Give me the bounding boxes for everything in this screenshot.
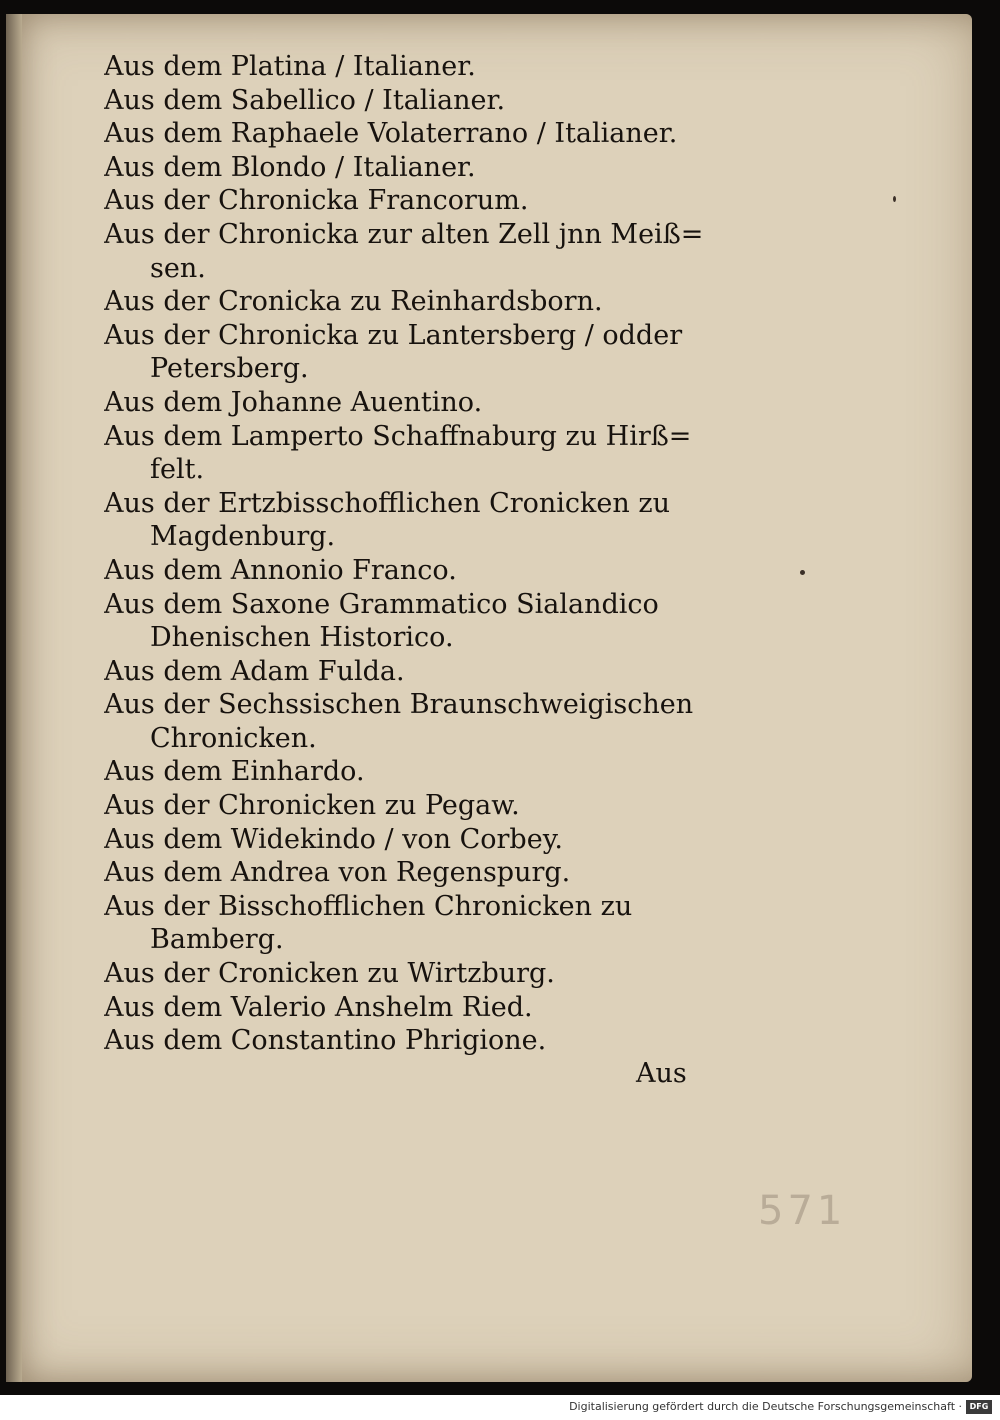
text-line: Aus dem Andrea von Regenspurg. bbox=[104, 857, 571, 889]
text-line: Aus der Cronicka zu Reinhardsborn. bbox=[104, 286, 603, 318]
text-line: Aus dem Widekindo / von Corbey. bbox=[104, 823, 563, 855]
text-block bbox=[104, 50, 744, 1058]
text-line: Aus der Chronicka zur alten Zell jnn Meiß= bbox=[104, 218, 704, 250]
text-line: Aus der Cronicken zu Wirtzburg. bbox=[104, 958, 555, 990]
pencil-page-number: 571 bbox=[758, 1188, 847, 1234]
text-line: Aus der Chronicka Francorum. bbox=[104, 185, 529, 217]
text-line: Aus dem Annonio Franco. bbox=[104, 554, 457, 586]
text-line: Bamberg. bbox=[150, 924, 284, 956]
funding-notice: Digitalisierung gefördert durch die Deutsche Forschungsgemeinschaft · bbox=[569, 1400, 962, 1413]
text-line: Magdenburg. bbox=[150, 521, 336, 553]
footer-bar bbox=[0, 1395, 1000, 1420]
text-line: Aus dem Adam Fulda. bbox=[104, 655, 405, 687]
text-line: Aus dem Lamperto Schaffnaburg zu Hirß= bbox=[104, 420, 692, 452]
text-line: Aus dem Saxone Grammatico Sialandico bbox=[104, 588, 659, 620]
text-line: Dhenischen Historico. bbox=[150, 622, 454, 654]
dfg-logo: DFG bbox=[966, 1400, 992, 1414]
text-line: felt. bbox=[150, 454, 205, 486]
text-line: Aus der Bisschofflichen Chronicken zu bbox=[104, 890, 633, 922]
text-line: sen. bbox=[150, 252, 206, 284]
text-line: Aus der Ertzbisschofflichen Cronicken zu bbox=[104, 487, 670, 519]
paper-speck bbox=[800, 570, 805, 575]
catchword: Aus bbox=[636, 1058, 687, 1089]
text-line: Aus dem Blondo / Italianer. bbox=[104, 151, 476, 183]
text-line: Chronicken. bbox=[150, 722, 317, 754]
text-line: Aus dem Raphaele Volaterrano / Italianer. bbox=[104, 118, 678, 150]
text-line: Aus dem Platina / Italianer. bbox=[104, 51, 476, 82]
text-line: Aus dem Einhardo. bbox=[104, 756, 365, 788]
text-line: Aus der Chronicken zu Pegaw. bbox=[104, 790, 520, 822]
paper-speck bbox=[893, 196, 896, 202]
text-line: Aus der Sechssischen Braunschweigischen bbox=[104, 689, 694, 721]
text-line: Aus der Chronicka zu Lantersberg / odder bbox=[104, 319, 683, 351]
text-line: Aus dem Valerio Anshelm Ried. bbox=[104, 991, 533, 1023]
text-line: Aus dem Sabellico / Italianer. bbox=[104, 84, 506, 116]
text-line: Aus dem Constantino Phrigione. bbox=[104, 1025, 547, 1057]
text-line: Petersberg. bbox=[150, 353, 309, 385]
page-gutter-shadow bbox=[6, 14, 22, 1382]
text-line: Aus dem Johanne Auentino. bbox=[104, 386, 483, 418]
